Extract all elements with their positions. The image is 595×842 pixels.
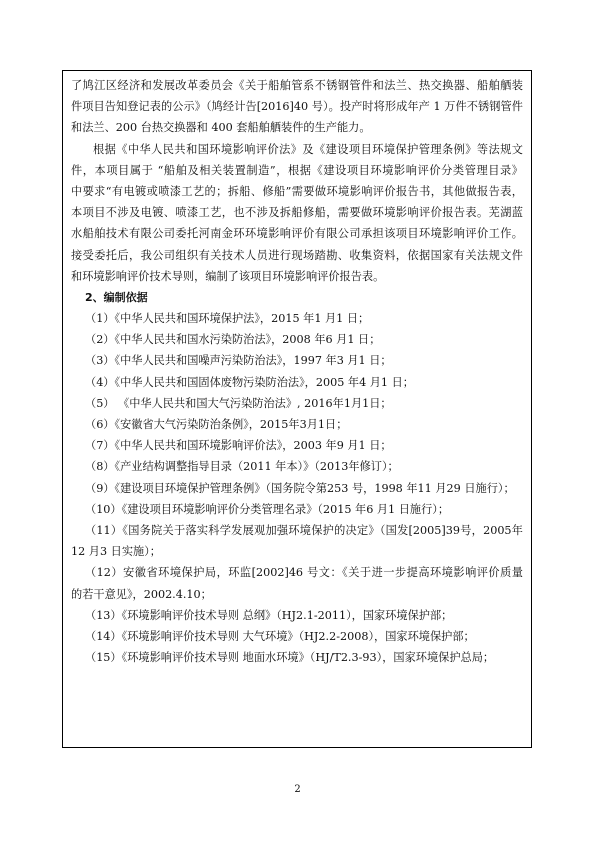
text-line: （12）安徽省环境保护局，环监[2002]46 号文：《关于进一步提高环境影响评价质量: [85, 566, 523, 580]
list-item: （8）《产业结构调整指导目录（2011 年本）》（2013年修订）；: [85, 460, 399, 474]
list-item: （3）《中华人民共和国噪声污染防治法》，1997 年3 月1 日；: [85, 354, 392, 368]
list-item: （13）《环境影响评价技术导则 总纲》（HJ2.1-2011），国家环境保护部；: [85, 608, 453, 622]
text-line: 的若干意见》，2002.4.10；: [71, 587, 212, 601]
document-frame: [62, 70, 532, 748]
text-line: 本项目不涉及电镀、喷漆工艺，也不涉及拆船修船，需要做环境影响评价报告表。芜湖蓝: [71, 206, 523, 220]
document-body: [71, 75, 523, 668]
intro-paragraph: [71, 75, 523, 139]
list-item: [71, 562, 523, 604]
list-item: （14）《环境影响评价技术导则 大气环境》（HJ2.2-2008），国家环境保护部；: [85, 629, 475, 643]
text-line: 水船舶技术有限公司委托河南金环环境影响评价有限公司承担该项目环境影响评价工作。: [71, 227, 523, 241]
list-item: （7）《中华人民共和国环境影响评价法》，2003 年9 月1 日；: [85, 439, 392, 453]
basis-list: [71, 308, 523, 668]
text-line: 根据《中华人民共和国环境影响评价法》及《建设项目环境保护管理条例》等法规文: [93, 142, 523, 156]
text-line: 接受委托后，我公司组织有关技术人员进行现场踏勘、收集资料，依据国家有关法规文件: [71, 248, 523, 262]
text-line: 和环境影响评价技术导则，编制了该项目环境影响评价报告表。: [71, 269, 385, 283]
page-number: 2: [294, 784, 301, 795]
list-item: （1）《中华人民共和国环境保护法》，2015 年1 月1 日；: [85, 312, 370, 326]
text-line: 件，本项目属于 “船舶及相关装置制造”，根据《建设项目环境影响评价分类管理目录》: [71, 163, 523, 177]
list-item: （4）《中华人民共和国固体废物污染防治法》，2005 年4 月1 日；: [85, 375, 414, 389]
list-item: （10）《建设项目环境影响评价分类管理名录》（2015 年6 月1 日施行）；: [85, 502, 450, 516]
text-line: （11）《国务院关于落实科学发展观加强环境保护的决定》（国发[2005]39号，2005年: [85, 523, 523, 537]
list-item: [71, 520, 523, 562]
text-line: 和法兰、200 台热交换器和 400 套船舶舾装件的生产能力。: [71, 121, 371, 135]
text-line: 了鸠江区经济和发展改革委员会《关于船舶管系不锈钢管件和法兰、热交换器、船舶舾装: [71, 79, 523, 92]
list-item: （5） 《中华人民共和国大气污染防治法》, 2016年1月1日；: [85, 396, 392, 410]
list-item: （15）《环境影响评价技术导则 地面水环境》（HJ/T2.3-93），国家环境保护总局；: [85, 651, 495, 665]
list-item: （6）《安徽省大气污染防治条例》，2015年3月1日；: [85, 418, 348, 431]
list-item: （9）《建设项目环境保护管理条例》（国务院令第253 号，1998 年11 月29 日施行）；: [85, 481, 515, 495]
text-line: 12 月3 日实施）；: [71, 545, 161, 559]
section-heading: 2、编制依据: [85, 290, 148, 304]
text-line: 件项目告知登记表的公示》（鸠经计告[2016]40 号）。投产时将形成年产 1 万件不锈钢管件: [71, 100, 523, 114]
list-item: （2）《中华人民共和国水污染防治法》，2008 年6 月1 日；: [85, 333, 381, 347]
text-line: 中要求“有电镀或喷漆工艺的；拆船、修船”需要做环境影响评价报告书，其他做报告表，: [71, 184, 523, 198]
legal-basis-paragraph: [71, 139, 523, 287]
